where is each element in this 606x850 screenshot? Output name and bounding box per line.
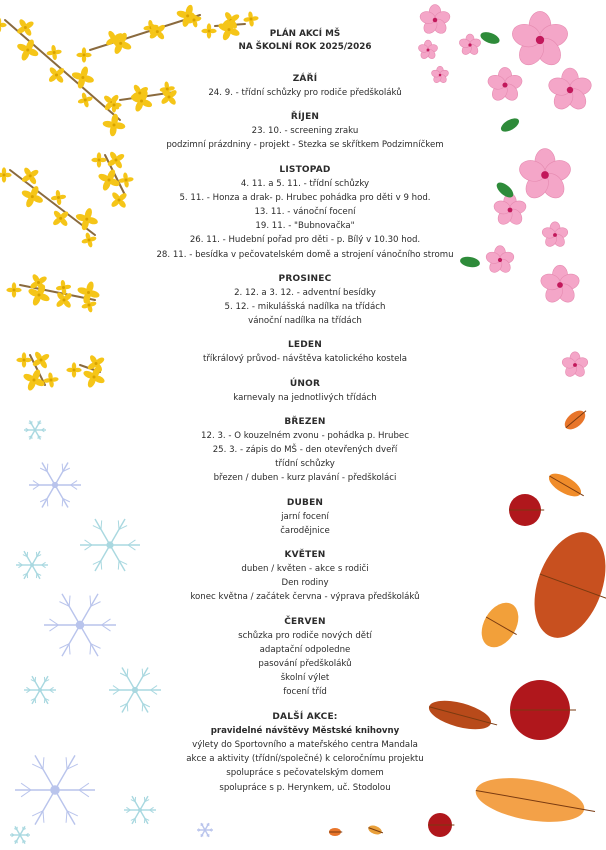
event-line: 2. 12. a 3. 12. - adventní besídky: [234, 287, 376, 298]
event-line: focení tříd: [283, 687, 327, 698]
section-heading: BŘEZEN: [284, 416, 326, 427]
forsythia-branch: [16, 351, 58, 392]
pink-blossom: [485, 246, 516, 275]
snowflake: [16, 551, 48, 579]
green-leaf: [499, 116, 521, 135]
autumn-leaf: [561, 407, 588, 433]
event-line: duben / květen - akce s rodiči: [241, 564, 369, 575]
section-leden: [150, 338, 460, 366]
pink-blossom: [541, 222, 569, 249]
event-line: adaptační odpoledne: [259, 644, 351, 655]
section-unor: [150, 377, 460, 405]
forsythia-branch: [0, 166, 99, 248]
library-visits-line: pravidelné návštěvy Městské knihovny: [210, 725, 400, 736]
snowflake: [124, 796, 156, 824]
green-leaf: [494, 180, 516, 201]
forsythia-branch: [91, 151, 133, 209]
document-title: [150, 28, 460, 54]
section-heading: DALŠÍ AKCE:: [272, 711, 338, 722]
autumn-leaf: [509, 494, 544, 526]
pink-blossom: [517, 149, 573, 203]
section-prosinec: [150, 272, 460, 329]
section-heading: ZÁŘÍ: [292, 74, 318, 84]
autumn-leaf: [472, 771, 595, 829]
pink-blossom: [486, 67, 524, 103]
section-kveten: [150, 548, 460, 605]
section-duben: [150, 496, 460, 538]
snowflake: [15, 755, 95, 824]
snowflake: [29, 462, 81, 507]
section-rijen: [150, 110, 460, 152]
autumn-leaf: [474, 596, 526, 654]
event-line: březen / duben - kurz plavání - předškoláci: [213, 473, 397, 484]
snowflake: [10, 826, 30, 843]
section-heading: ÚNOR: [289, 378, 321, 389]
pink-blossom: [561, 352, 589, 379]
event-line: spolupráce s p. Herynkem, uč. Stodolou: [219, 782, 391, 793]
green-leaf: [459, 255, 480, 268]
snowflake: [44, 594, 116, 656]
section-heading: LISTOPAD: [279, 164, 331, 175]
event-line: akce a aktivity (třídní/společné) k celoročnímu projektu: [186, 754, 424, 765]
event-plan: [150, 28, 460, 795]
event-line: 5. 12. - mikulášská nadílka na třídách: [224, 302, 386, 313]
event-line: 13. 11. - vánoční focení: [254, 207, 356, 218]
event-line: 26. 11. - Hudební pořad pro děti - p. Bílý v 10.30 hod.: [189, 235, 421, 246]
pink-blossom: [546, 68, 593, 113]
section-heading: DUBEN: [286, 497, 324, 508]
event-line: čarodějnice: [280, 525, 330, 536]
section-heading: KVĚTEN: [284, 550, 326, 561]
forsythia-branch: [0, 17, 126, 136]
event-line: 12. 3. - O kouzelném zvonu - pohádka p. Hrubec: [201, 430, 409, 441]
section-heading: LEDEN: [287, 340, 323, 351]
snowflake: [80, 519, 140, 571]
event-line: 4. 11. a 5. 11. - třídní schůzky: [240, 178, 370, 189]
snowflake: [197, 823, 213, 837]
event-line: výlety do Sportovního a mateřského centra Mandala: [192, 739, 418, 750]
section-listopad: [150, 163, 460, 262]
snowflake: [24, 420, 46, 439]
section-zari: [150, 72, 460, 100]
section-brezen: [150, 415, 460, 486]
title-line-1: PLÁN AKCÍ MŠ: [269, 29, 341, 39]
autumn-leaf: [428, 813, 454, 837]
section-heading: ŘÍJEN: [290, 112, 320, 123]
forsythia-branch: [66, 354, 105, 389]
event-line: 19. 11. - "Bubnovačka": [255, 221, 355, 232]
event-line: třídní schůzky: [275, 459, 335, 470]
event-line: konec května / začátek června - výprava předškoláků: [190, 592, 420, 603]
title-line-2: NA ŠKOLNÍ ROK 2025/2026: [238, 42, 372, 52]
pink-blossom: [539, 265, 581, 305]
event-line: 28. 11. - besídka v pečovatelském domě a strojení vánočního stromu: [156, 249, 454, 260]
snowflake: [24, 676, 56, 704]
event-line: 23. 10. - screening zraku: [251, 126, 359, 137]
section-cerven: [150, 615, 460, 700]
event-line: pasování předškoláků: [258, 659, 352, 670]
autumn-leaf: [329, 828, 342, 836]
event-line: karnevaly na jednotlivých třídách: [233, 392, 377, 403]
event-line: schůzka pro rodiče nových dětí: [238, 630, 372, 641]
event-line: spolupráce s pečovatelským domem: [226, 768, 384, 779]
event-line: 25. 3. - zápis do MŠ - den otevřených dveří: [212, 445, 398, 456]
autumn-leaf: [545, 469, 584, 501]
event-line: 24. 9. - třídní schůzky pro rodiče předškoláků: [208, 88, 402, 98]
section-heading: PROSINEC: [278, 273, 332, 284]
event-line: tříkrálový průvod- návštěva katolického kostela: [202, 354, 408, 365]
event-line: jarní focení: [281, 511, 329, 522]
pink-blossom: [509, 11, 570, 69]
section-dalsi-akce: [150, 710, 460, 795]
green-leaf: [479, 30, 501, 46]
event-line: školní výlet: [280, 673, 330, 684]
pink-blossom: [458, 34, 482, 56]
autumn-leaf: [367, 824, 383, 836]
event-line: 5. 11. - Honza a drak- p. Hrubec pohádka pro děti v 9 hod.: [179, 192, 431, 203]
forsythia-branch: [6, 273, 100, 313]
event-line: podzimní prázdniny - projekt - Stezka se skřítkem Podzimníčkem: [166, 140, 444, 151]
event-line: Den rodiny: [281, 578, 329, 589]
section-heading: ČERVEN: [284, 616, 326, 627]
autumn-leaf: [510, 680, 576, 740]
pink-blossom: [492, 193, 527, 227]
event-line: vánoční nadílka na třídách: [248, 316, 362, 327]
autumn-leaf: [521, 522, 606, 647]
